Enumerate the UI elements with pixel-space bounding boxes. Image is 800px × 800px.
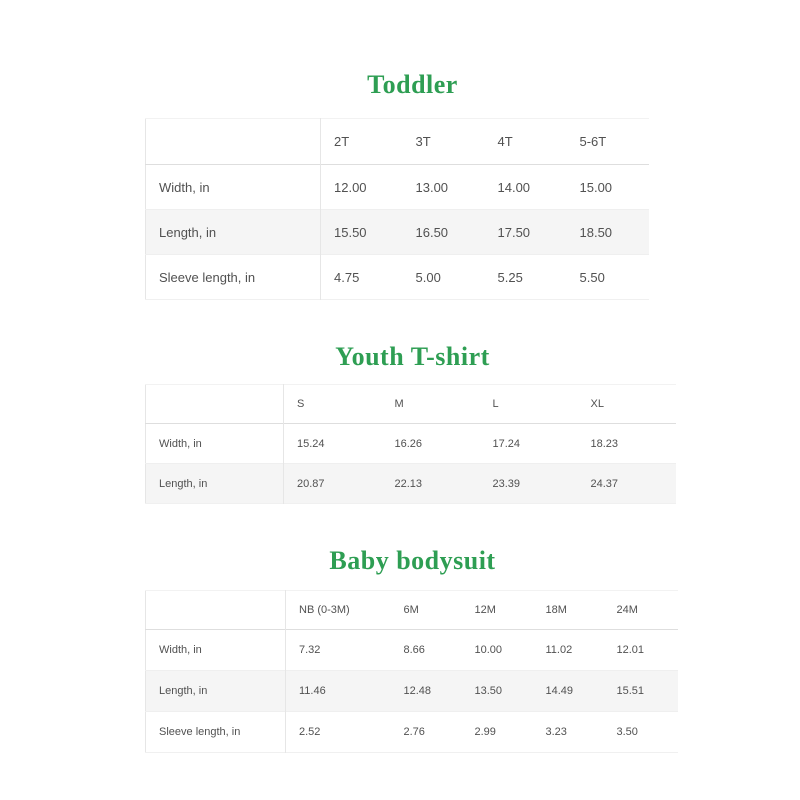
size-value: 15.00 (579, 179, 613, 195)
column-header-5-6t: 5-6T (579, 134, 607, 149)
size-value: 3.23 (545, 726, 567, 738)
size-value: 12.48 (403, 685, 432, 697)
size-value: 13.00 (415, 179, 449, 195)
size-value: 12.01 (616, 644, 645, 656)
size-value: 2.52 (299, 726, 321, 738)
size-value: 2.99 (474, 726, 496, 738)
size-value: 16.26 (394, 437, 423, 450)
size-value: 2.76 (403, 726, 425, 738)
toddler-section-title: Toddler (367, 70, 458, 99)
column-header-nb: NB (0-3M) (299, 604, 350, 616)
row-label: Length, in (146, 671, 286, 712)
size-value: 18.23 (590, 437, 619, 450)
corner-cell (146, 591, 286, 630)
youth-tshirt-section (145, 342, 680, 504)
column-header-4t: 4T (497, 134, 513, 149)
row-label: Length, in (146, 210, 321, 255)
table-row-sleeve-length (146, 255, 649, 300)
youth-header-row (146, 385, 676, 424)
size-value: 15.50 (334, 224, 367, 240)
row-label: Width, in (146, 630, 286, 671)
corner-cell (146, 119, 321, 165)
size-value: 23.39 (492, 477, 521, 490)
size-value: 13.50 (474, 685, 503, 697)
row-label: Sleeve length, in (146, 255, 321, 300)
size-value: 16.50 (415, 224, 449, 240)
size-value: 24.37 (590, 477, 619, 490)
size-value: 10.00 (474, 644, 503, 656)
size-value: 14.00 (497, 179, 531, 195)
row-label: Width, in (146, 424, 284, 464)
baby-bodysuit-section (145, 546, 680, 753)
table-row-width (146, 424, 676, 464)
column-header-xl: XL (590, 398, 604, 410)
toddler-size-table (145, 118, 649, 300)
column-header-3t: 3T (415, 134, 431, 149)
column-header-18m: 18M (545, 604, 567, 616)
size-value: 18.50 (579, 224, 613, 240)
size-value: 3.50 (616, 726, 638, 738)
row-label: Sleeve length, in (146, 712, 286, 753)
column-header-m: M (394, 398, 404, 410)
column-header-12m: 12M (474, 604, 496, 616)
baby-header-row (146, 591, 678, 630)
size-value: 22.13 (394, 477, 423, 490)
table-row-length (146, 671, 678, 712)
column-header-s: S (297, 398, 305, 410)
size-value: 15.51 (616, 685, 645, 697)
toddler-section (145, 70, 680, 300)
youth-tshirt-size-table (145, 384, 676, 504)
youth-tshirt-section-title: Youth T-shirt (335, 342, 490, 371)
baby-bodysuit-size-table (145, 590, 678, 753)
size-value: 20.87 (297, 477, 325, 490)
size-value: 17.24 (492, 437, 521, 450)
column-header-2t: 2T (334, 134, 350, 149)
table-row-width (146, 165, 649, 210)
size-value: 17.50 (497, 224, 531, 240)
size-chart-page (145, 0, 680, 753)
size-value: 7.32 (299, 644, 321, 656)
size-value: 8.66 (403, 644, 425, 656)
size-value: 12.00 (334, 179, 367, 195)
baby-bodysuit-section-title: Baby bodysuit (329, 546, 496, 575)
size-value: 15.24 (297, 437, 325, 450)
corner-cell (146, 385, 284, 424)
row-label: Length, in (146, 464, 284, 504)
size-value: 11.46 (299, 685, 326, 697)
size-value: 5.50 (579, 269, 605, 285)
size-value: 5.00 (415, 269, 441, 285)
size-value: 5.25 (497, 269, 523, 285)
column-header-24m: 24M (616, 604, 638, 616)
row-label: Width, in (146, 165, 321, 210)
size-value: 11.02 (545, 644, 573, 656)
toddler-header-row (146, 119, 649, 165)
table-row-sleeve-length (146, 712, 678, 753)
table-row-length (146, 464, 676, 504)
column-header-6m: 6M (403, 604, 419, 616)
column-header-l: L (492, 398, 499, 410)
size-value: 4.75 (334, 269, 360, 285)
table-row-length (146, 210, 649, 255)
size-value: 14.49 (545, 685, 574, 697)
table-row-width (146, 630, 678, 671)
